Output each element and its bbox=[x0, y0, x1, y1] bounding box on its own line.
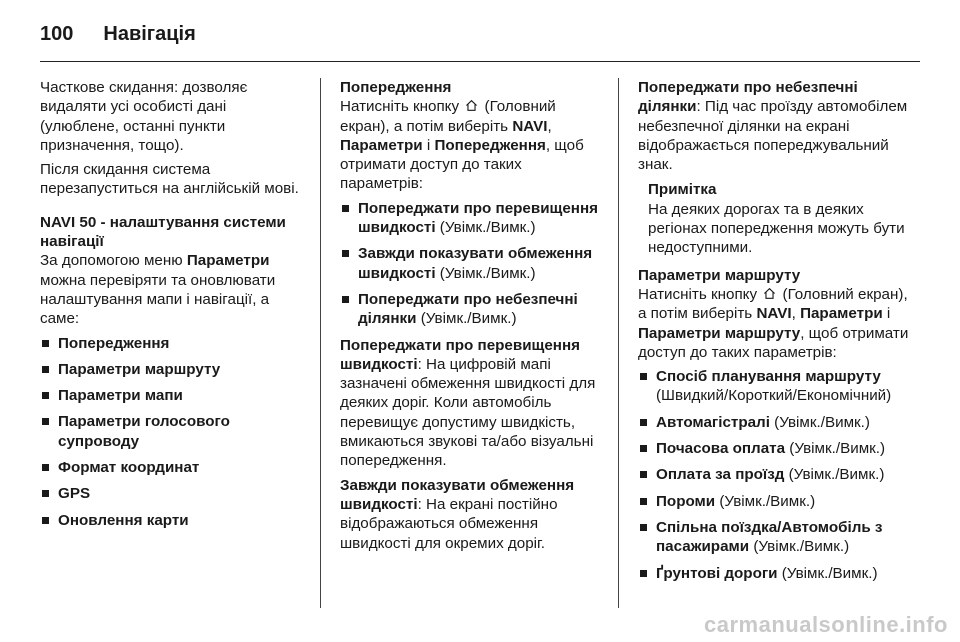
option-name: Спосіб планування маршруту bbox=[656, 368, 881, 386]
list-item bbox=[638, 439, 920, 458]
list-item bbox=[340, 199, 608, 238]
paragraph: Після скидання система перезапуститься на англійській мові. bbox=[40, 161, 299, 198]
page-header bbox=[40, 18, 920, 50]
list-item: Параметри мапи bbox=[40, 386, 308, 405]
menu-name: Попередження bbox=[434, 136, 546, 154]
paragraph bbox=[340, 336, 608, 471]
option-values: (Увімк./Вимк.) bbox=[784, 466, 885, 484]
option-values: (Увімк./Вимк.) bbox=[777, 564, 878, 582]
paragraph: Часткове скидання: дозволяє видаляти усі особисті дані (улюблене, останні пункти призначення, тощо). bbox=[40, 79, 248, 154]
paragraph bbox=[340, 476, 608, 553]
option-name: Ґрунтові дороги bbox=[656, 564, 778, 582]
list-item bbox=[638, 518, 920, 557]
text: Натисніть кнопку bbox=[340, 98, 464, 116]
text: , bbox=[547, 117, 552, 135]
menu-name: NAVI bbox=[512, 117, 548, 135]
option-values: (Увімк./Вимк.) bbox=[769, 413, 870, 431]
option-name: Попереджати про небезпечні ділянки bbox=[358, 290, 578, 328]
column-divider bbox=[320, 78, 321, 608]
option-name: Почасова оплата bbox=[656, 440, 786, 458]
settings-list bbox=[40, 334, 308, 530]
list-item: Попередження bbox=[40, 334, 308, 353]
option-name: Оплата за проїзд bbox=[656, 466, 785, 484]
text: За допомогою меню bbox=[40, 252, 187, 270]
options-list bbox=[340, 199, 608, 329]
option-name: Автомагістралі bbox=[656, 413, 770, 431]
header-rule bbox=[40, 61, 920, 62]
menu-name: Параметри bbox=[800, 305, 883, 323]
list-item bbox=[638, 413, 920, 432]
paragraph bbox=[638, 285, 920, 362]
paragraph bbox=[638, 78, 920, 174]
list-item bbox=[340, 244, 608, 283]
list-item: GPS bbox=[40, 484, 308, 503]
text: : Під час проїзду автомобілем небезпечної ділянки на екрані відображається попереджувальний знак. bbox=[638, 98, 908, 174]
menu-name: Параметри bbox=[186, 252, 270, 270]
option-values: (Швидкий/Короткий/Економічний) bbox=[656, 387, 892, 405]
text: : На цифровій мапі зазначені обмеження швидкості для деяких доріг. Коли автомобіль перевищує допустиму швидкість, вмикаються звукові та/або візуальні попередження. bbox=[340, 355, 596, 470]
menu-name: Параметри маршруту bbox=[638, 324, 801, 342]
text: і bbox=[882, 305, 891, 323]
list-item bbox=[638, 564, 920, 583]
text: , щоб отримати доступ до таких параметрів: bbox=[638, 324, 909, 361]
list-item: Параметри голосового супроводу bbox=[40, 412, 308, 451]
option-values: (Увімк./Вимк.) bbox=[785, 440, 886, 458]
option-values: (Увімк./Вимк.) bbox=[715, 492, 816, 510]
page-number: 100 bbox=[40, 22, 74, 45]
note-title: Примітка bbox=[648, 181, 717, 199]
text: : На екрані постійно відображаються обмеження швидкості для окремих доріг. bbox=[340, 495, 558, 552]
list-item: Оновлення карти bbox=[40, 511, 308, 530]
list-item bbox=[638, 492, 920, 511]
section-heading: NAVI 50 - налаштування системи навігації bbox=[40, 213, 286, 251]
option-name: Завжди показувати обмеження швидкості bbox=[358, 245, 593, 282]
text: (Головний екран), а потім виберіть bbox=[340, 98, 556, 135]
watermark: carmanualsonline.info bbox=[704, 612, 948, 637]
term: Попереджати про небезпечні ділянки bbox=[638, 79, 858, 116]
text: можна перевіряти та оновлювати налаштування мапи і навігації, а саме: bbox=[40, 271, 276, 328]
note-box bbox=[648, 180, 920, 257]
term: Попереджати про перевищення швидкості bbox=[340, 336, 581, 373]
text: , щоб отримати доступ до таких параметрів: bbox=[340, 136, 584, 193]
option-name: Попереджати про перевищення швидкості bbox=[358, 199, 599, 237]
option-values: (Увімк./Вимк.) bbox=[416, 310, 517, 328]
menu-name: Параметри bbox=[340, 136, 423, 154]
text: Натисніть кнопку bbox=[638, 285, 762, 303]
column-3 bbox=[638, 78, 920, 590]
home-icon bbox=[465, 99, 478, 112]
list-item bbox=[340, 290, 608, 329]
term: Завжди показувати обмеження швидкості bbox=[340, 476, 575, 513]
route-options-list bbox=[638, 367, 920, 583]
text: , bbox=[791, 305, 801, 323]
option-values: (Увімк./Вимк.) bbox=[749, 538, 850, 556]
column-2 bbox=[340, 78, 608, 558]
section-heading: Параметри маршруту bbox=[638, 266, 801, 284]
option-values: (Увімк./Вимк.) bbox=[435, 219, 536, 237]
list-item: Параметри маршруту bbox=[40, 360, 308, 379]
text: і bbox=[422, 136, 435, 154]
list-item: Формат координат bbox=[40, 458, 308, 477]
paragraph bbox=[340, 97, 608, 193]
note-text: На деяких дорогах та в деяких регіонах попередження можуть бути недоступними. bbox=[648, 200, 905, 257]
column-1 bbox=[40, 78, 308, 537]
home-icon bbox=[763, 287, 776, 300]
option-values: (Увімк./Вимк.) bbox=[435, 264, 536, 282]
text: (Головний екран), а потім виберіть bbox=[638, 285, 908, 323]
list-item bbox=[638, 465, 920, 484]
option-name: Спільна поїздка/Автомобіль з пасажирами bbox=[656, 518, 883, 556]
section-heading: Попередження bbox=[340, 79, 452, 96]
column-divider bbox=[618, 78, 619, 608]
menu-name: NAVI bbox=[756, 305, 792, 323]
option-name: Пороми bbox=[656, 492, 716, 510]
page-title: Навігація bbox=[103, 22, 196, 45]
list-item bbox=[638, 367, 920, 406]
paragraph bbox=[40, 251, 308, 328]
